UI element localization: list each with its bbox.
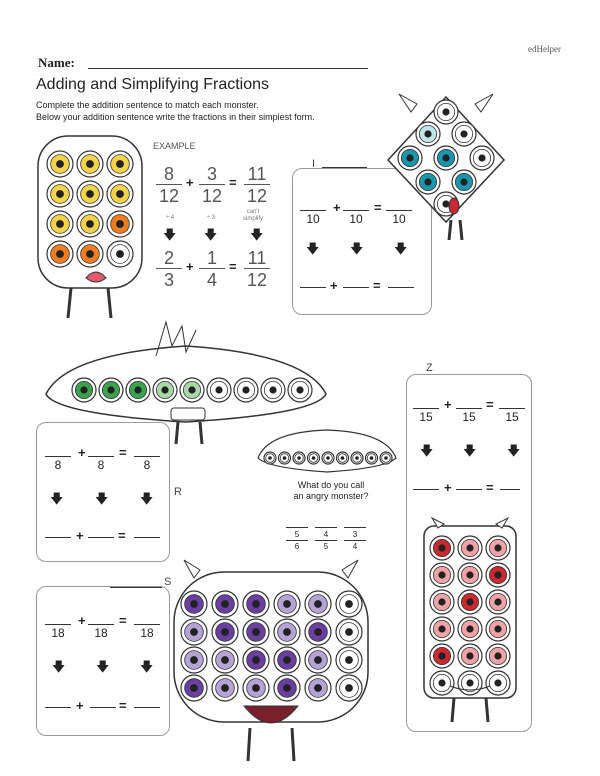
monster-pupil bbox=[438, 571, 445, 578]
monster-pupil bbox=[466, 544, 473, 551]
monster-pupil bbox=[345, 628, 353, 636]
equals-sign: = bbox=[229, 175, 237, 190]
down-arrow-icon: 🡇 bbox=[163, 227, 177, 242]
riddle-answer-line[interactable] bbox=[315, 527, 337, 528]
monster-pupil bbox=[116, 220, 124, 228]
equals-sign: = bbox=[486, 480, 494, 495]
answer-blank[interactable] bbox=[500, 488, 520, 490]
letter-line bbox=[322, 166, 367, 168]
answer-blank[interactable] bbox=[88, 536, 114, 538]
plus-sign: + bbox=[78, 445, 86, 460]
down-arrow-icon: 🡇 bbox=[52, 659, 66, 674]
problem-letter-i: I bbox=[312, 158, 316, 170]
monster-pupil bbox=[221, 656, 229, 664]
monster-pupil bbox=[283, 456, 287, 460]
plus-sign: + bbox=[78, 613, 86, 628]
equals-sign: = bbox=[119, 613, 127, 628]
monster-pupil bbox=[297, 456, 301, 460]
monster-pupil bbox=[442, 154, 449, 161]
down-arrow-icon: 🡇 bbox=[50, 491, 64, 506]
page-title: Adding and Simplifying Fractions bbox=[36, 76, 270, 93]
answer-blank[interactable] bbox=[90, 706, 116, 708]
problem-letter-s: S bbox=[164, 576, 172, 588]
monster-pupil bbox=[80, 386, 87, 393]
riddle-monster bbox=[252, 428, 402, 478]
equals-sign: = bbox=[119, 698, 127, 713]
down-arrow-icon: 🡇 bbox=[250, 227, 264, 242]
monster-pupil bbox=[86, 190, 94, 198]
monster-pupil bbox=[478, 154, 485, 161]
equals-sign: = bbox=[118, 528, 126, 543]
monster-pupil bbox=[283, 628, 291, 636]
brand-text: edHelper bbox=[528, 44, 561, 54]
monster-pupil bbox=[494, 571, 501, 578]
monster-pupil bbox=[221, 684, 229, 692]
plus-sign: + bbox=[186, 259, 194, 274]
monster-pupil bbox=[86, 220, 94, 228]
answer-blank[interactable] bbox=[45, 536, 71, 538]
example-note-2: ÷ 3 bbox=[206, 215, 216, 221]
monster-pupil bbox=[494, 544, 501, 551]
example-frac-c: $\frac{11}{12}$ bbox=[244, 164, 270, 205]
fraction-blank[interactable]: 10 bbox=[343, 196, 369, 225]
monster-pupil bbox=[283, 600, 291, 608]
monster-pupil bbox=[460, 130, 467, 137]
monster-pupil bbox=[438, 679, 445, 686]
monster-pupil bbox=[296, 386, 303, 393]
fraction-blank[interactable]: 8 bbox=[88, 442, 114, 471]
fraction-blank[interactable]: 15 bbox=[456, 394, 482, 423]
fraction-blank[interactable]: 8 bbox=[134, 442, 160, 471]
letter-line bbox=[110, 586, 162, 588]
monster-pupil bbox=[56, 160, 64, 168]
monster-pupil bbox=[466, 598, 473, 605]
monster-pupil bbox=[424, 130, 431, 137]
monster-pupil bbox=[134, 386, 141, 393]
monster-pupil bbox=[107, 386, 114, 393]
answer-blank[interactable] bbox=[413, 488, 439, 490]
monster-pupil bbox=[314, 600, 322, 608]
riddle-answer-fraction: $\frac{4}{5}$ bbox=[315, 530, 337, 551]
monster-pupil bbox=[494, 598, 501, 605]
name-line[interactable] bbox=[88, 67, 368, 69]
monster-pupil bbox=[190, 684, 198, 692]
example-simplified-b: $\frac{1}{4}$ bbox=[199, 248, 225, 289]
monster-pupil bbox=[252, 684, 260, 692]
answer-blank[interactable] bbox=[45, 706, 71, 708]
monster-pupil bbox=[345, 600, 353, 608]
monster-pupil bbox=[283, 684, 291, 692]
answer-blank[interactable] bbox=[388, 286, 414, 288]
answer-blank[interactable] bbox=[300, 286, 326, 288]
fraction-blank[interactable]: 15 bbox=[413, 394, 439, 423]
example-simplified-a: $\frac{2}{3}$ bbox=[156, 248, 182, 289]
example-frac-b: $\frac{3}{12}$ bbox=[199, 164, 225, 205]
equals-sign: = bbox=[229, 259, 237, 274]
riddle-answer-fraction: $\frac{3}{4}$ bbox=[344, 530, 366, 551]
monster-pupil bbox=[438, 544, 445, 551]
fraction-blank[interactable]: 10 bbox=[300, 196, 326, 225]
instruction-line-2: Below your addition sentence write the fractions in their simplest form. bbox=[36, 112, 315, 122]
down-arrow-icon: 🡇 bbox=[204, 227, 218, 242]
monster-pupil bbox=[438, 598, 445, 605]
monster-pupil bbox=[86, 160, 94, 168]
plus-sign: + bbox=[330, 278, 338, 293]
monster-pupil bbox=[242, 386, 249, 393]
monster-pupil bbox=[116, 160, 124, 168]
riddle-answer-fraction: $\frac{5}{6}$ bbox=[286, 530, 308, 551]
fraction-blank[interactable]: 8 bbox=[45, 442, 71, 471]
fraction-blank[interactable]: 15 bbox=[499, 394, 525, 423]
monster-pupil bbox=[116, 250, 124, 258]
answer-blank[interactable] bbox=[343, 286, 369, 288]
monster-pupil bbox=[314, 684, 322, 692]
monster-pupil bbox=[466, 679, 473, 686]
answer-blank[interactable] bbox=[134, 706, 160, 708]
monster-pupil bbox=[188, 386, 195, 393]
fraction-blank[interactable]: 18 bbox=[45, 610, 71, 639]
monster-pupil bbox=[314, 628, 322, 636]
monster-pupil bbox=[56, 220, 64, 228]
example-frac-a: $\frac{8}{12}$ bbox=[156, 164, 182, 205]
monster-pupil bbox=[86, 250, 94, 258]
example-note-3: can't simplify bbox=[242, 209, 263, 222]
tall-monster bbox=[410, 516, 530, 728]
monster-pupil bbox=[283, 656, 291, 664]
answer-blank[interactable] bbox=[134, 536, 160, 538]
monster-pupil bbox=[215, 386, 222, 393]
equals-sign: = bbox=[373, 278, 381, 293]
down-arrow-icon: 🡇 bbox=[306, 241, 320, 256]
monster-pupil bbox=[190, 628, 198, 636]
down-arrow-icon: 🡇 bbox=[95, 491, 109, 506]
monster-pupil bbox=[384, 456, 388, 460]
monster-pupil bbox=[438, 652, 445, 659]
plus-sign: + bbox=[186, 175, 194, 190]
fraction-blank[interactable]: 18 bbox=[134, 610, 160, 639]
monster-pupil bbox=[56, 190, 64, 198]
monster-pupil bbox=[494, 679, 501, 686]
monster-pupil bbox=[424, 178, 431, 185]
big-monster bbox=[164, 556, 378, 766]
monster-pupil bbox=[466, 625, 473, 632]
monster-pupil bbox=[116, 190, 124, 198]
instruction-line-1: Complete the addition sentence to match each monster. bbox=[36, 100, 259, 110]
example-label: EXAMPLE bbox=[153, 141, 196, 151]
monster-pupil bbox=[312, 456, 316, 460]
example-note-1: ÷ 4 bbox=[165, 215, 175, 221]
plus-sign: + bbox=[444, 397, 452, 412]
down-arrow-icon: 🡇 bbox=[350, 241, 364, 256]
plus-sign: + bbox=[76, 528, 84, 543]
monster-pupil bbox=[190, 656, 198, 664]
example-simplified-c: $\frac{11}{12}$ bbox=[244, 248, 270, 289]
monster-pupil bbox=[494, 625, 501, 632]
riddle-answer-line[interactable] bbox=[344, 527, 366, 528]
example-monster bbox=[16, 128, 156, 328]
monster-pupil bbox=[466, 652, 473, 659]
instructions bbox=[36, 99, 315, 123]
down-arrow-icon: 🡇 bbox=[420, 443, 434, 458]
plus-sign: + bbox=[76, 698, 84, 713]
monster-pupil bbox=[252, 600, 260, 608]
down-arrow-icon: 🡇 bbox=[140, 491, 154, 506]
monster-pupil bbox=[466, 571, 473, 578]
monster-pupil bbox=[221, 628, 229, 636]
fraction-blank[interactable]: 18 bbox=[88, 610, 114, 639]
monster-pupil bbox=[326, 456, 330, 460]
monster-pupil bbox=[370, 456, 374, 460]
equals-sign: = bbox=[374, 200, 382, 215]
monster-pupil bbox=[268, 456, 272, 460]
monster-pupil bbox=[161, 386, 168, 393]
monster-pupil bbox=[460, 178, 467, 185]
down-arrow-icon: 🡇 bbox=[507, 443, 521, 458]
name-label: Name: bbox=[38, 55, 75, 70]
monster-pupil bbox=[341, 456, 345, 460]
down-arrow-icon: 🡇 bbox=[463, 443, 477, 458]
problem-letter-z: Z bbox=[426, 362, 433, 374]
plus-sign: + bbox=[444, 480, 452, 495]
monster-pupil bbox=[314, 656, 322, 664]
answer-blank[interactable] bbox=[456, 488, 482, 490]
monster-pupil bbox=[406, 154, 413, 161]
riddle-answer-line[interactable] bbox=[286, 527, 308, 528]
problem-letter-r: R bbox=[174, 486, 182, 498]
plus-sign: + bbox=[333, 200, 341, 215]
down-arrow-icon: 🡇 bbox=[394, 241, 408, 256]
monster-pupil bbox=[355, 456, 359, 460]
equals-sign: = bbox=[119, 445, 127, 460]
monster-pupil bbox=[345, 684, 353, 692]
fraction-blank[interactable]: 10 bbox=[386, 196, 412, 225]
monster-pupil bbox=[190, 600, 198, 608]
monster-pupil bbox=[345, 656, 353, 664]
down-arrow-icon: 🡇 bbox=[140, 659, 154, 674]
monster-pupil bbox=[438, 625, 445, 632]
monster-pupil bbox=[269, 386, 276, 393]
monster-pupil bbox=[442, 108, 449, 115]
monster-pupil bbox=[56, 250, 64, 258]
down-arrow-icon: 🡇 bbox=[96, 659, 110, 674]
diamond-monster bbox=[376, 82, 516, 242]
monster-pupil bbox=[252, 628, 260, 636]
monster-pupil bbox=[494, 652, 501, 659]
monster-pupil bbox=[221, 600, 229, 608]
riddle-question: What do you call an angry monster? bbox=[293, 480, 369, 501]
equals-sign: = bbox=[486, 397, 494, 412]
monster-pupil bbox=[252, 656, 260, 664]
